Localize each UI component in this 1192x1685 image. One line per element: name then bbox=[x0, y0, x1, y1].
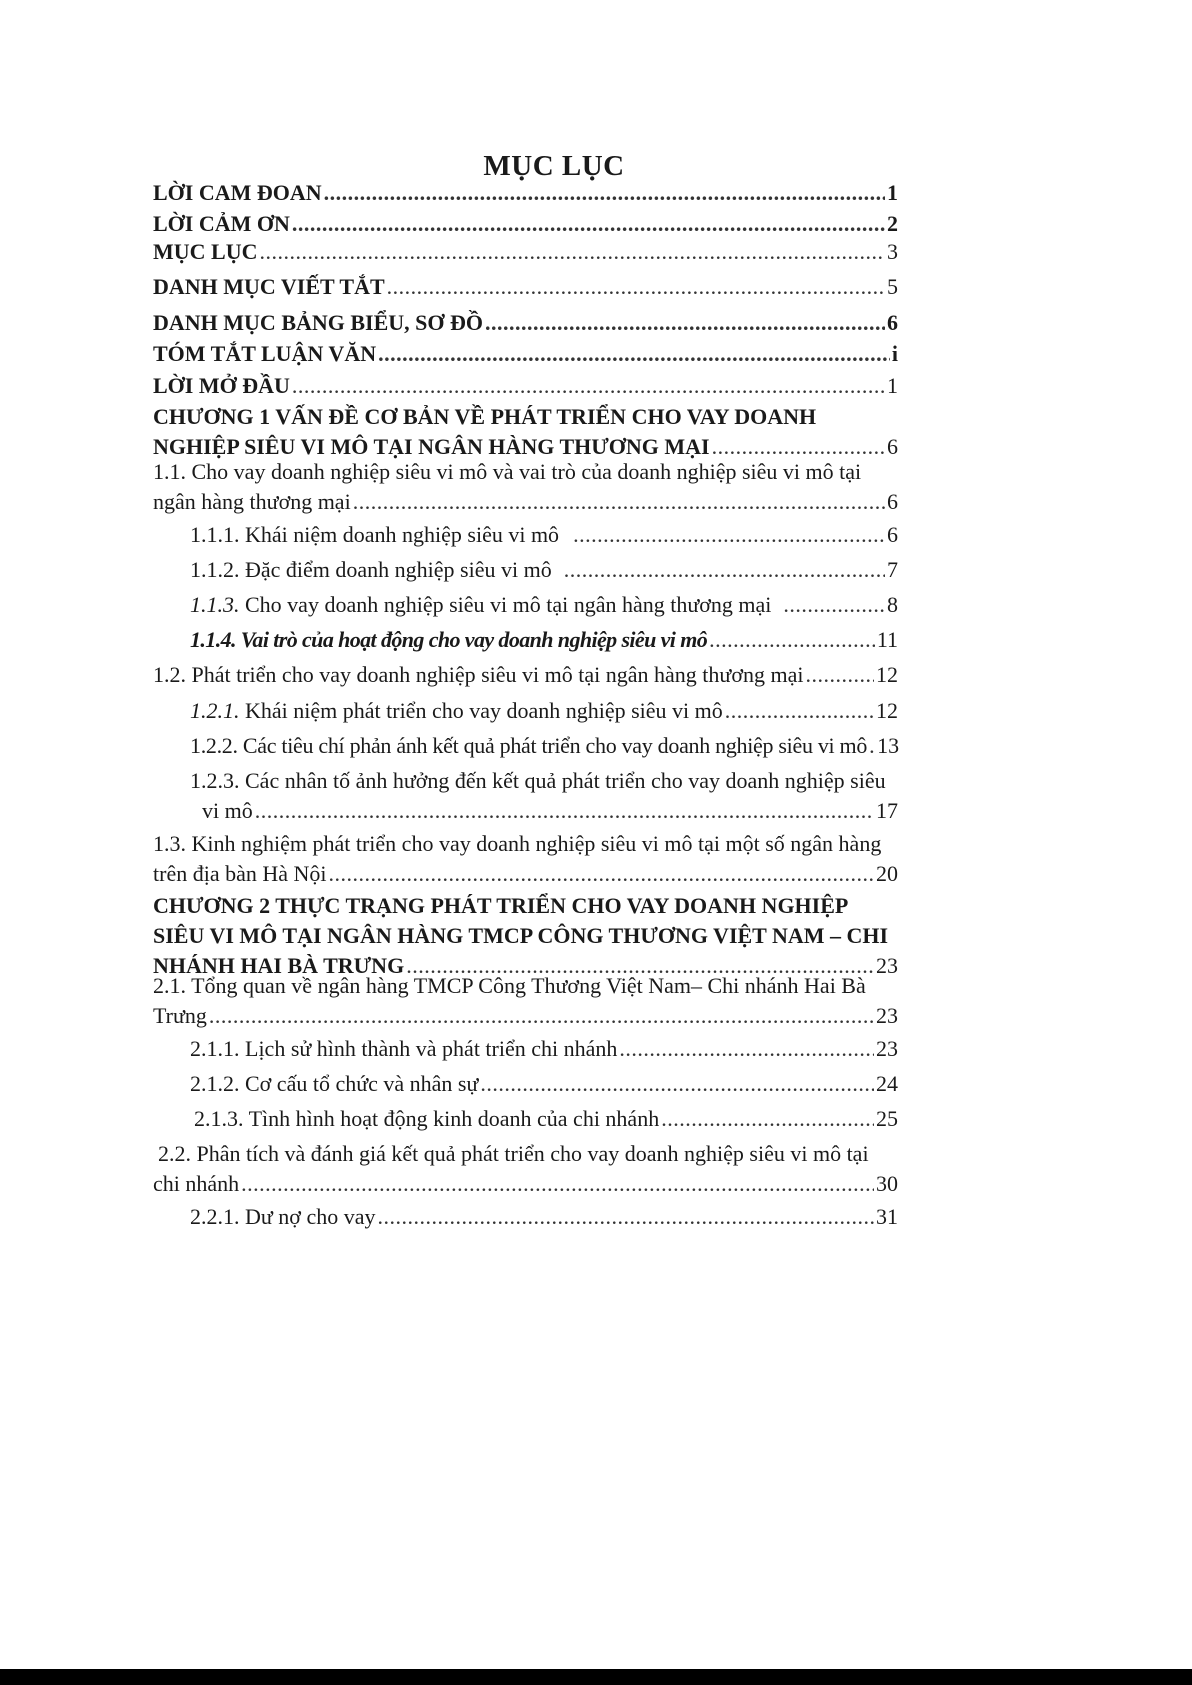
toc-page-number: 6 bbox=[887, 522, 898, 547]
bottom-edge-bar bbox=[0, 1669, 1192, 1685]
toc-entry-text: 2.1.2. Cơ cấu tổ chức và nhân sự bbox=[190, 1071, 479, 1096]
toc-entry-text: SIÊU VI MÔ TẠI NGÂN HÀNG TMCP CÔNG THƯƠNG VIỆT NAM – CHI bbox=[153, 923, 889, 948]
toc-page-number: 31 bbox=[876, 1204, 898, 1229]
toc-entry-2-2[interactable] bbox=[153, 1139, 898, 1199]
toc-page-number: 12 bbox=[876, 698, 898, 723]
toc-page-number: 6 bbox=[887, 310, 898, 335]
toc-entry-text: trên địa bàn Hà Nội bbox=[153, 861, 327, 886]
toc-entry-text: 2.1.3. Tình hình hoạt động kinh doanh của chi nhánh bbox=[194, 1106, 660, 1131]
toc-entry-text: Trưng bbox=[153, 1003, 207, 1028]
toc-entry-1-2[interactable] bbox=[153, 660, 898, 690]
toc-page-number: 12 bbox=[876, 662, 898, 687]
toc-page-number: 3 bbox=[887, 239, 898, 264]
toc-entry-loi-mo-dau[interactable] bbox=[153, 371, 898, 401]
toc-entry-2-1-2[interactable] bbox=[190, 1069, 898, 1099]
toc-entry-text: DANH MỤC VIẾT TẮT bbox=[153, 274, 385, 299]
toc-page-number: 13 bbox=[877, 733, 900, 758]
toc-entry-text: LỜI CAM ĐOAN bbox=[153, 180, 322, 205]
toc-entry-text: LỜI MỞ ĐẦU bbox=[153, 373, 290, 398]
toc-entry-text: 1.3. Kinh nghiệm phát triển cho vay doanh nghiệp siêu vi mô tại một số ngân hàng bbox=[153, 831, 882, 856]
toc-entry-2-1[interactable] bbox=[153, 971, 898, 1031]
toc-page-number: 7 bbox=[887, 557, 898, 582]
toc-entry-chuong-1[interactable] bbox=[153, 402, 898, 462]
toc-entry-muc-luc[interactable] bbox=[153, 237, 898, 267]
toc-entry-danh-muc-viet-tat[interactable] bbox=[153, 272, 898, 302]
toc-entry-text: 2.1.1. Lịch sử hình thành và phát triển chi nhánh bbox=[190, 1036, 618, 1061]
toc-page-number: 8 bbox=[887, 592, 898, 617]
toc-entry-2-2-1[interactable] bbox=[190, 1202, 898, 1232]
toc-entry-tom-tat-luan-van[interactable] bbox=[153, 339, 898, 369]
toc-entry-text: CHƯƠNG 1 VẤN ĐỀ CƠ BẢN VỀ PHÁT TRIỂN CHO VAY DOANH bbox=[153, 404, 817, 429]
toc-entry-text: DANH MỤC BẢNG BIỂU, SƠ ĐỒ bbox=[153, 310, 484, 335]
toc-entry-text: 1.2.2. Các tiêu chí phản ánh kết quả phát triển cho vay doanh nghiệp siêu vi mô bbox=[190, 733, 868, 758]
toc-page-number: 23 bbox=[876, 1003, 898, 1028]
toc-entry-1-1-2[interactable] bbox=[190, 555, 898, 585]
toc-page-number: 6 bbox=[887, 434, 898, 459]
toc-entry-text: ngân hàng thương mại bbox=[153, 489, 351, 514]
toc-page-number: 5 bbox=[887, 274, 898, 299]
toc-entry-1-2-1[interactable] bbox=[190, 696, 898, 726]
toc-entry-text: Cho vay doanh nghiệp siêu vi mô tại ngân hàng thương mại bbox=[239, 592, 772, 617]
toc-page-number: 2 bbox=[887, 211, 898, 236]
toc-entry-text: 1.1.2. Đặc điểm doanh nghiệp siêu vi mô bbox=[190, 557, 552, 582]
toc-entry-danh-muc-bang-bieu[interactable] bbox=[153, 308, 898, 338]
toc-page-number: 11 bbox=[876, 627, 898, 652]
toc-page-number: 25 bbox=[876, 1106, 898, 1131]
toc-page-number: 23 bbox=[876, 953, 898, 978]
toc-entry-1-1[interactable] bbox=[153, 457, 898, 517]
toc-page-number: 30 bbox=[876, 1171, 898, 1196]
toc-entry-text: 1.1. Cho vay doanh nghiệp siêu vi mô và vai trò của doanh nghiệp siêu vi mô tại bbox=[153, 459, 862, 484]
toc-page-number: i bbox=[891, 341, 898, 366]
toc-entry-1-2-2[interactable] bbox=[190, 731, 898, 761]
toc-entry-text: vi mô bbox=[202, 798, 253, 823]
toc-entry-1-1-4[interactable] bbox=[190, 625, 898, 655]
toc-entry-loi-cam-doan[interactable] bbox=[153, 178, 898, 208]
toc-entry-text: chi nhánh bbox=[153, 1171, 240, 1196]
toc-page-number: 1 bbox=[887, 180, 898, 205]
toc-entry-text: NGHIỆP SIÊU VI MÔ TẠI NGÂN HÀNG THƯƠNG MẠI bbox=[153, 434, 710, 459]
toc-entry-text: 1.1.4. Vai trò của hoạt động cho vay doanh nghiệp siêu vi mô bbox=[190, 627, 708, 652]
toc-entry-loi-cam-on[interactable] bbox=[153, 209, 898, 239]
toc-page-number: 1 bbox=[887, 373, 898, 398]
toc-entry-text: CHƯƠNG 2 THỰC TRẠNG PHÁT TRIỂN CHO VAY DOANH NGHIỆP bbox=[153, 893, 849, 918]
toc-page-number: 17 bbox=[876, 798, 898, 823]
toc-entry-text: 1.2.3. Các nhân tố ảnh hưởng đến kết quả phát triển cho vay doanh nghiệp siêu bbox=[190, 768, 886, 793]
toc-entry-text: 1.2. Phát triển cho vay doanh nghiệp siêu vi mô tại ngân hàng thương mại bbox=[153, 662, 804, 687]
toc-entry-text: LỜI CẢM ƠN bbox=[153, 211, 290, 236]
toc-entry-text: Khái niệm phát triển cho vay doanh nghiệp siêu vi mô bbox=[239, 698, 723, 723]
toc-entry-text: MỤC LỤC bbox=[153, 239, 258, 264]
toc-page-number: 20 bbox=[876, 861, 898, 886]
toc-entry-2-1-3[interactable] bbox=[194, 1104, 898, 1134]
toc-page-number: 24 bbox=[876, 1071, 898, 1096]
toc-page-number: 23 bbox=[876, 1036, 898, 1061]
toc-page-number: 6 bbox=[887, 489, 898, 514]
toc-entry-text: 1.1.1. Khái niệm doanh nghiệp siêu vi mô bbox=[190, 522, 560, 547]
toc-entry-1-3[interactable] bbox=[153, 829, 898, 889]
toc-entry-1-1-1[interactable] bbox=[190, 520, 898, 550]
toc-entry-text: 2.1. Tổng quan về ngân hàng TMCP Công Thương Việt Nam– Chi nhánh Hai Bà bbox=[153, 973, 866, 998]
toc-entry-1-2-3[interactable] bbox=[190, 766, 898, 826]
toc-entry-text: 2.2.1. Dư nợ cho vay bbox=[190, 1204, 376, 1229]
toc-entry-number: 1.1.3. bbox=[190, 592, 240, 617]
toc-entry-text: NHÁNH HAI BÀ TRƯNG bbox=[153, 953, 405, 978]
toc-entry-2-1-1[interactable] bbox=[190, 1034, 898, 1064]
toc-entry-number: 1.2.1. bbox=[190, 698, 240, 723]
page-title: MỤC LỤC bbox=[483, 150, 625, 182]
toc-entry-text: 2.2. Phân tích và đánh giá kết quả phát triển cho vay doanh nghiệp siêu vi mô tại bbox=[158, 1141, 869, 1166]
toc-entry-1-1-3[interactable] bbox=[190, 590, 898, 620]
toc-entry-text: TÓM TẮT LUẬN VĂN bbox=[153, 341, 377, 366]
toc-entry-chuong-2[interactable] bbox=[153, 891, 898, 981]
